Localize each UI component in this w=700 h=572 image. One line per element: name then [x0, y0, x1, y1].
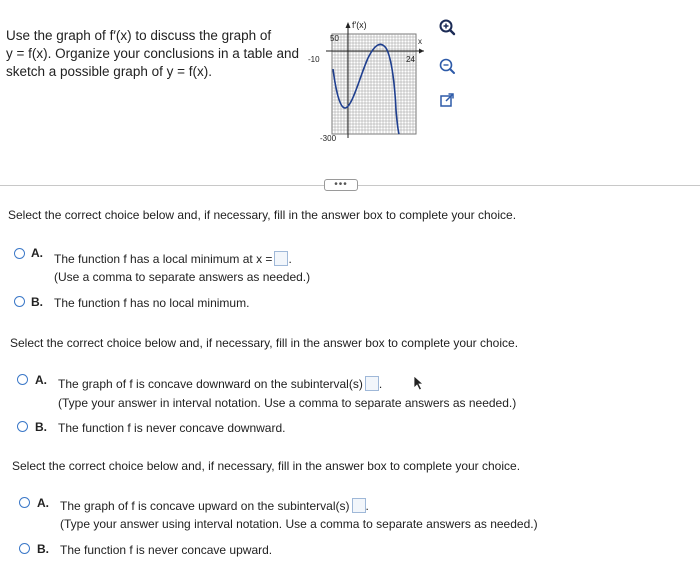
- q3-option-b-text: The function f is never concave upward.: [60, 543, 273, 557]
- x-axis-arrow-icon: [419, 49, 424, 54]
- q2-option-b-text: The function f is never concave downward.: [58, 421, 286, 435]
- zoom-in-icon: [438, 18, 456, 36]
- y-axis-label: f′(x): [352, 20, 367, 30]
- q3-option-a-label: The graph of f is concave upward on the subinterval(s): [60, 499, 350, 513]
- q1-prompt: Select the correct choice below and, if necessary, fill in the answer box to complete your choice.: [8, 208, 517, 222]
- q3-option-a-hint: (Type your answer using interval notation. Use a comma to separate answers as needed.): [60, 517, 538, 531]
- q3-option-a-radio[interactable]: [19, 497, 30, 508]
- derivative-graph: [300, 14, 440, 144]
- q3-period: .: [365, 499, 369, 513]
- problem-statement: [6, 27, 306, 81]
- problem-line-2: y = f(x). Organize your conclusions in a table and: [6, 46, 300, 61]
- zoom-in-button[interactable]: [436, 16, 458, 38]
- q2-option-a-letter: A.: [35, 373, 47, 387]
- q3-option-a-text: [60, 498, 369, 513]
- q3-option-b-letter: B.: [37, 542, 49, 556]
- show-more-button[interactable]: •••: [324, 179, 358, 191]
- y-axis-arrow-icon: [346, 22, 351, 28]
- y-min-label: -300: [320, 134, 337, 143]
- q1-option-a-label: The function f has a local minimum at x =: [54, 252, 273, 266]
- zoom-out-icon: [438, 57, 456, 75]
- x-axis-label: x: [418, 37, 422, 46]
- q1-option-b-radio[interactable]: [14, 296, 25, 307]
- q2-option-a-label: The graph of f is concave downward on the subinterval(s): [58, 377, 363, 391]
- q1-option-a-text: [54, 251, 292, 266]
- q2-prompt: Select the correct choice below and, if necessary, fill in the answer box to complete your choice.: [10, 336, 519, 350]
- graph-svg: [300, 14, 440, 144]
- popout-button[interactable]: [436, 89, 458, 111]
- mouse-cursor-icon: [413, 375, 425, 391]
- x-max-label: 24: [406, 55, 415, 64]
- problem-line-1: Use the graph of f′(x) to discuss the graph of: [6, 28, 272, 43]
- q2-option-a-radio[interactable]: [17, 374, 28, 385]
- popout-icon: [438, 91, 456, 109]
- q1-option-b-letter: B.: [31, 295, 43, 309]
- q1-period: .: [288, 252, 292, 266]
- zoom-out-button[interactable]: [436, 55, 458, 77]
- q1-option-b-text: The function f has no local minimum.: [54, 296, 250, 310]
- q2-answer-box[interactable]: [365, 376, 379, 391]
- q3-answer-box[interactable]: [352, 498, 366, 513]
- q1-option-a-radio[interactable]: [14, 248, 25, 259]
- problem-line-3: sketch a possible graph of y = f(x).: [6, 64, 212, 79]
- q3-option-b-radio[interactable]: [19, 543, 30, 554]
- q2-option-b-radio[interactable]: [17, 421, 28, 432]
- q2-option-b-letter: B.: [35, 420, 47, 434]
- q3-option-a-letter: A.: [37, 496, 49, 510]
- y-max-label: 50: [330, 34, 339, 43]
- q1-answer-box[interactable]: [274, 251, 288, 266]
- x-min-label: -10: [308, 55, 320, 64]
- q3-prompt: Select the correct choice below and, if necessary, fill in the answer box to complete your choice.: [12, 459, 521, 473]
- q1-option-a-letter: A.: [31, 246, 43, 260]
- q1-option-a-hint: (Use a comma to separate answers as needed.): [54, 270, 311, 284]
- q2-period: .: [378, 377, 383, 391]
- q2-option-a-text: [58, 376, 382, 391]
- q2-option-a-hint: (Type your answer in interval notation. Use a comma to separate answers as needed.): [58, 396, 517, 410]
